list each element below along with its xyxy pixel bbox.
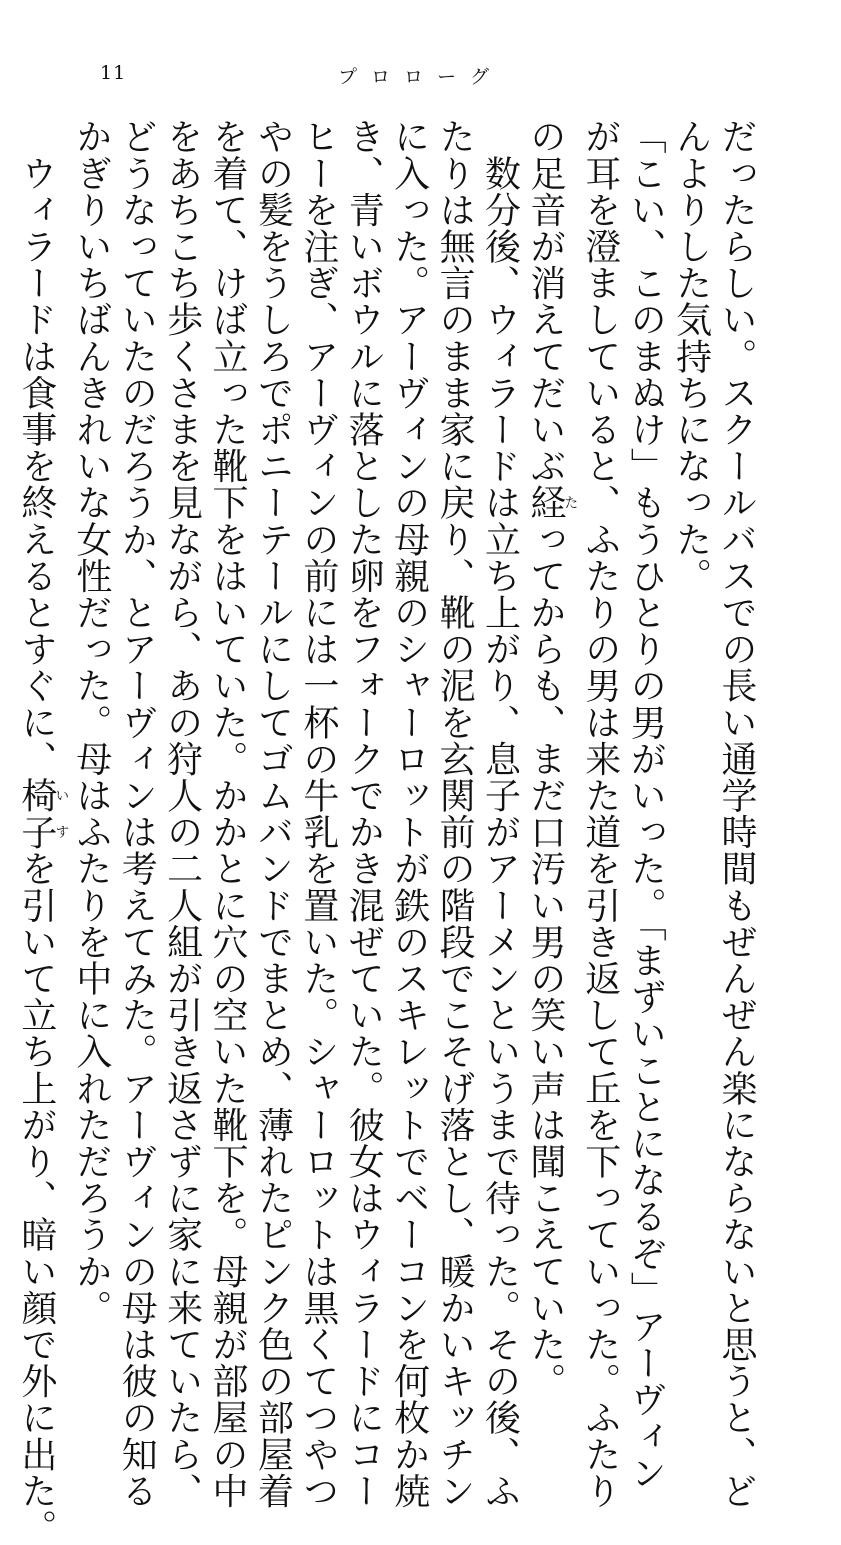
ruby-base: 経 — [524, 484, 566, 521]
text-line — [714, 118, 759, 1509]
text-segment: に入った。アーヴィンの母親のシャーロットが鉄のスキレットでベーコンを何枚か焼 — [388, 118, 430, 1509]
text-segment: の足音が消えてだいぶ — [524, 118, 566, 484]
text-segment: をあちこち歩くさまを見ながら、あの狩人の二人組が引き返さずに家に来ていたら、 — [161, 118, 203, 1509]
text-line — [623, 118, 668, 1491]
text-segment: んよりした気持ちになった。 — [670, 118, 712, 594]
text-segment: ヒーを注ぎ、アーヴィンの前には一杯の牛乳を置いた。シャーロットは黒くてつやつ — [297, 118, 339, 1509]
text-segment: 数分後、ウィラードは立ち上がり、息子がアーメンというまで待った。その後、ふ — [479, 118, 521, 1509]
text-line — [205, 118, 250, 1509]
text-segment: たりは無言のまま家に戻り、靴の泥を玄関前の階段でこそげ落とし、暖かいキッチン — [434, 118, 476, 1509]
page-number: 11 — [100, 62, 127, 84]
text-line — [114, 118, 159, 1509]
text-segment: ってからも、まだ口汚い男の笑い声は聞こえていた。 — [524, 520, 566, 1400]
ruby-annotation — [15, 776, 70, 851]
body-text — [14, 118, 760, 1545]
text-line — [522, 118, 579, 1400]
ruby-reading: いす — [53, 776, 70, 851]
ruby-annotation — [524, 484, 579, 521]
text-line — [386, 118, 431, 1509]
text-segment: やの髪をうしろでポニーテールにしてゴムバンドでまとめ、薄れたピンク色の部屋着 — [252, 118, 294, 1509]
text-segment: が耳を澄ましていると、ふたりの男は来た道を引き返して丘を下っていった。ふたり — [579, 118, 621, 1509]
text-segment: を着て、けば立った靴下をはいていた。かかとに穴の空いた靴下を。母親が部屋の中 — [207, 118, 249, 1509]
text-segment: どうなっていたのだろうか、とアーヴィンは考えてみた。アーヴィンの母は彼の知る — [116, 118, 158, 1509]
text-segment: 「こい、このまぬけ」もうひとりの男がいった。「まずいことになるぞ」アーヴィン — [625, 118, 667, 1491]
text-line — [577, 118, 622, 1509]
text-segment: かぎりいちばんきれいな女性だった。母はふたりを中に入れただろうか。 — [70, 118, 112, 1326]
text-segment: だったらしい。スクールバスでの長い通学時間もぜんぜん楽にならないと思うと、ど — [716, 118, 757, 1509]
running-head: プロローグ — [337, 66, 503, 88]
text-line — [477, 118, 522, 1509]
text-line — [250, 118, 295, 1509]
text-line — [341, 118, 386, 1509]
text-segment: を引いて立ち上がり、暗い顔で外に出た。 — [15, 850, 57, 1545]
text-line — [68, 118, 113, 1326]
text-line — [159, 118, 204, 1509]
ruby-reading: た — [562, 484, 579, 521]
ruby-base: 椅子 — [15, 776, 57, 851]
text-segment: き、青いボウルに落とした卵をフォークでかき混ぜていた。彼女はウィラードにコー — [343, 118, 385, 1509]
text-line — [295, 118, 340, 1509]
text-line — [432, 118, 477, 1509]
text-line — [668, 118, 713, 1138]
text-line — [14, 118, 70, 1545]
text-segment: ウィラードは食事を終えるとすぐに、 — [15, 118, 57, 777]
